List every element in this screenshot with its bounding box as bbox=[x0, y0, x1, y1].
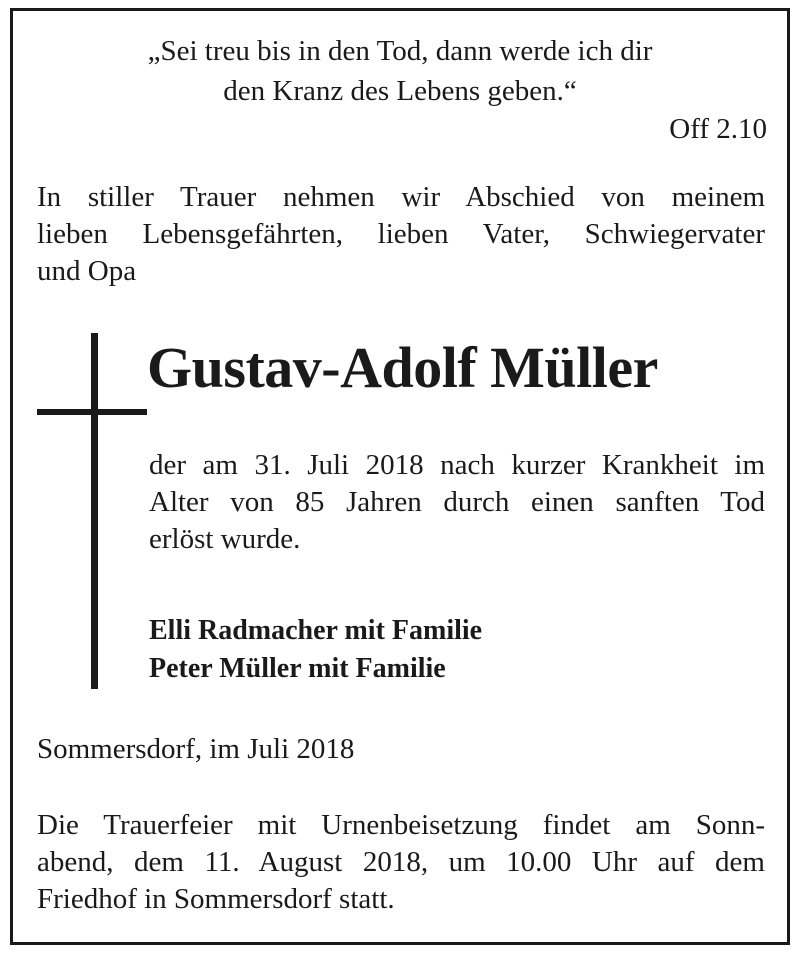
mourner-name: Peter Müller mit Familie bbox=[149, 653, 446, 684]
intro-line: lieben Lebensgefährten, lieben Vater, Schwiegervater bbox=[37, 218, 765, 250]
intro-line: In stiller Trauer nehmen wir Abschied von meinem bbox=[37, 181, 765, 213]
deceased-name: Gustav-Adolf Müller bbox=[147, 335, 658, 400]
intro-line: und Opa bbox=[37, 255, 137, 287]
funeral-info-line: abend, dem 11. August 2018, um 10.00 Uhr auf dem bbox=[37, 846, 765, 878]
funeral-info-paragraph bbox=[37, 807, 765, 918]
death-notice-line: Alter von 85 Jahren durch einen sanften Tod bbox=[149, 486, 765, 518]
bible-verse-line-1: „Sei treu bis in den Tod, dann werde ich dir bbox=[147, 35, 653, 67]
funeral-info-line: Friedhof in Sommersdorf statt. bbox=[37, 883, 395, 915]
death-notice-line: erlöst wurde. bbox=[149, 523, 301, 555]
cross-icon-vertical bbox=[91, 333, 98, 689]
bible-verse-reference: Off 2.10 bbox=[669, 113, 767, 145]
mourner-name: Elli Radmacher mit Familie bbox=[149, 615, 483, 646]
bible-verse-line-2: den Kranz des Lebens geben.“ bbox=[223, 75, 577, 107]
death-notice-line: der am 31. Juli 2018 nach kurzer Krankheit im bbox=[149, 449, 765, 481]
place-date: Sommersdorf, im Juli 2018 bbox=[37, 733, 355, 765]
intro-paragraph bbox=[37, 179, 765, 290]
death-notice-paragraph bbox=[149, 447, 765, 558]
cross-icon-horizontal bbox=[37, 409, 147, 415]
obituary-notice bbox=[10, 8, 790, 945]
funeral-info-line: Die Trauerfeier mit Urnenbeisetzung findet am Sonn- bbox=[37, 809, 765, 841]
